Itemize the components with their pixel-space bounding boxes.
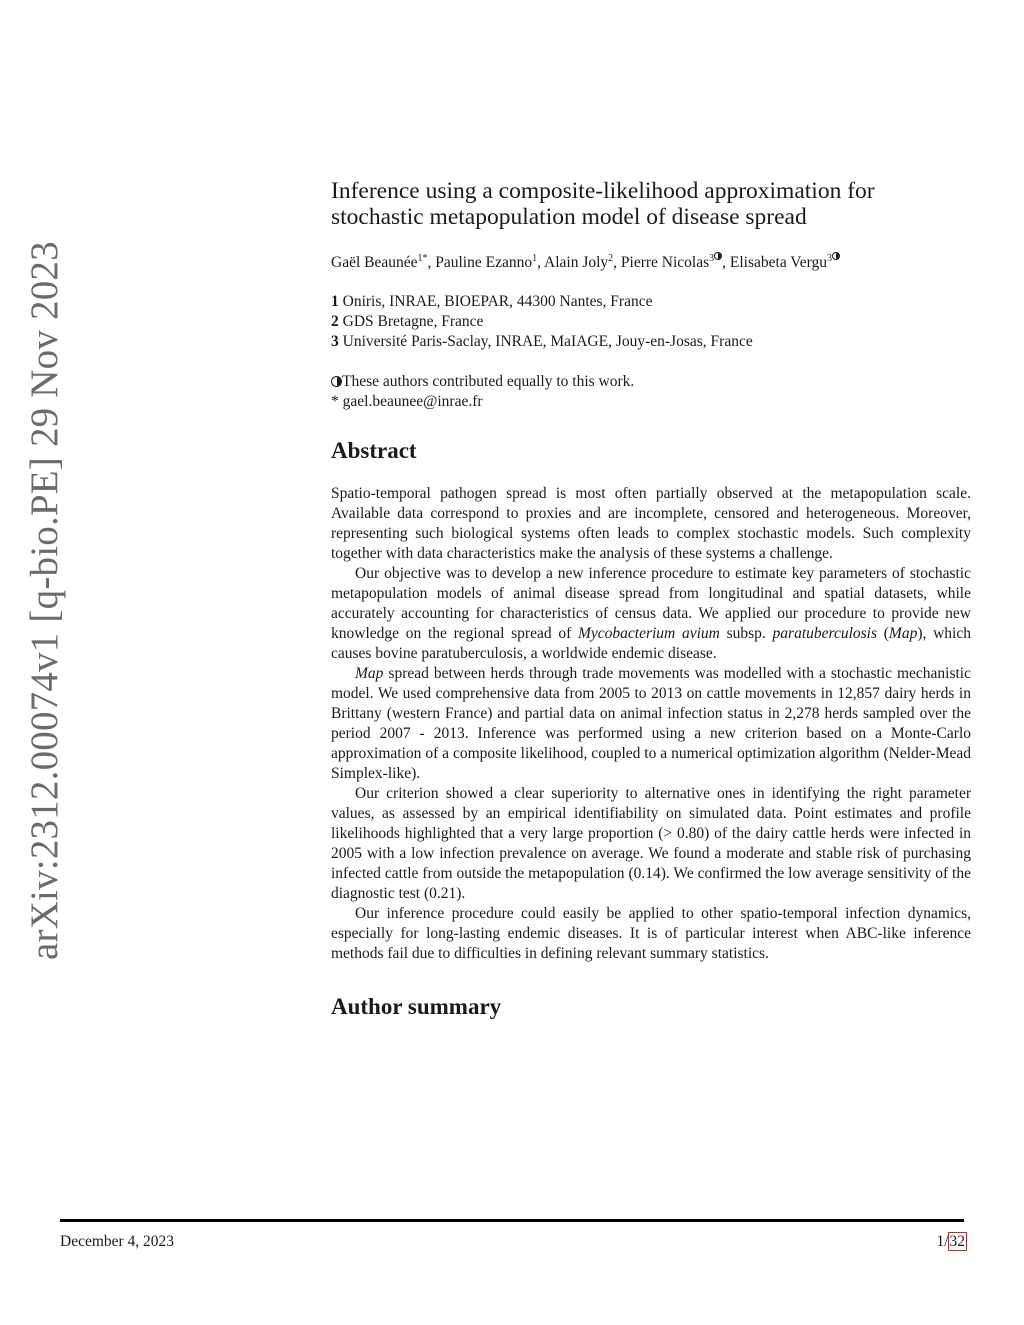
pathogen-abbreviation: Map <box>888 625 918 643</box>
author-name: Elisabeta Vergu <box>729 254 828 272</box>
abstract-paragraph: Map spread between herds through trade movements was modelled with a stochastic mechanistic model. We used comprehensive data from 2005 to 2013 on cattle movements in 12,857 dairy herds in Brittany (western France) and partial data on animal infection status in 2,278 herds sampled over the period 2007 - 2013. Inference was performed using a new criterion based on a Monte-Carlo approximation of a composite likelihood, coupled to a numerical optimization algorithm (Nelder-Mead Simplex-like). <box>331 665 971 783</box>
equal-contribution-note: These authors contributed equally to this work. <box>331 372 971 392</box>
abstract-body <box>331 484 971 964</box>
footer-date: December 4, 2023 <box>60 1233 175 1250</box>
equal-contribution-icon <box>714 252 722 260</box>
corresponding-author-note <box>331 392 971 412</box>
abstract-paragraph: Spatio-temporal pathogen spread is most often partially observed at the metapopulation scale. Available data correspond to proxies and are incomplete, censored and heterogeneous. Moreover, representing such biological systems often leads to complex stochastic models. Such complexity together with data characteristics make the analysis of these systems a challenge. <box>331 485 971 563</box>
equal-contribution-icon <box>331 376 342 387</box>
abstract-paragraph: Our criterion showed a clear superiority to alternative ones in identifying the right parameter values, as assessed by an empirical identifiability on simulated data. Point estimates and profile likelihoods highlighted that a very large proportion (> 0.80) of the dairy cattle herds were infected in 2005 with a low infection prevalence on average. We found a moderate and stable risk of purchasing infected cattle from outside the metapopulation (0.14). We confirmed the low average sensitivity of the diagnostic test (0.21). <box>331 785 971 903</box>
affiliation-number: 3 <box>331 333 339 351</box>
abstract-paragraph: Our objective was to develop a new inference procedure to estimate key parameters of stochastic metapopulation models of animal disease spread from longitudinal and spatial datasets, while accurately accounting for characteristics of census data. We applied our procedure to provide new knowledge on the regional spread of Mycobacterium avium subsp. paratuberculosis (Map), which causes bovine paratuberculosis, a worldwide endemic disease. <box>331 565 971 663</box>
author-name: Pierre Nicolas <box>620 254 710 272</box>
author-list: Gaël Beaunée$^{1*}$, Pauline Ezanno$^1$, Alain Joly$^2$, Pierre Nicolas$^3$ , Elisabeta Vergu$^3$ <box>331 252 971 272</box>
equal-contribution-icon <box>832 252 840 260</box>
paper-title: Inference using a composite-likelihood approximation for stochastic metapopulation model of disease spread <box>331 178 875 230</box>
author-name: Pauline Ezanno <box>435 254 533 272</box>
author-affiliation-mark: 1 <box>532 253 538 264</box>
page-number: 1/32 <box>936 1233 965 1250</box>
current-page: 1 <box>936 1233 945 1250</box>
author-affiliation-mark: 3 <box>827 253 833 264</box>
subspecies-name: paratuberculosis <box>772 625 878 643</box>
affiliation-list <box>331 292 971 352</box>
affiliation-item <box>331 312 971 332</box>
author-name: Alain Joly <box>544 254 609 272</box>
affiliation-number: 2 <box>331 313 339 331</box>
corresponding-email: gael.beaunee@inrae.fr <box>342 393 483 411</box>
affiliation-text: Université Paris-Saclay, INRAE, MaIAGE, Jouy-en-Josas, France <box>342 333 753 351</box>
corresponding-mark: * <box>331 393 339 411</box>
last-page-link[interactable]: 32 <box>949 1233 965 1250</box>
author-affiliation-mark: 1* <box>417 253 428 264</box>
author-notes <box>331 372 971 412</box>
abstract-paragraph: Our inference procedure could easily be applied to other spatio-temporal infection dynamics, especially for long-lasting endemic diseases. It is of particular interest when ABC-like inference methods fail due to difficulties in defining relevant summary statistics. <box>331 905 971 963</box>
abstract-heading: Abstract <box>331 438 417 464</box>
author-affiliation-mark: 2 <box>608 253 614 264</box>
author-summary-heading: Author summary <box>331 994 502 1020</box>
arxiv-identifier-stamp: arXiv:2312.00074v1 [q-bio.PE] 29 Nov 2023 <box>23 241 66 960</box>
author-name: Gaël Beaunée <box>331 254 418 272</box>
affiliation-number: 1 <box>331 293 339 311</box>
footer-rule <box>60 1219 964 1222</box>
affiliation-item <box>331 292 971 312</box>
affiliation-text: Oniris, INRAE, BIOEPAR, 44300 Nantes, France <box>342 293 653 311</box>
species-name: Mycobacterium avium <box>577 625 720 643</box>
paper-front-matter <box>331 178 971 1020</box>
pathogen-abbreviation: Map <box>355 665 384 683</box>
affiliation-text: GDS Bretagne, France <box>342 313 484 331</box>
affiliation-item <box>331 332 971 352</box>
author-affiliation-mark: 3 <box>709 253 715 264</box>
